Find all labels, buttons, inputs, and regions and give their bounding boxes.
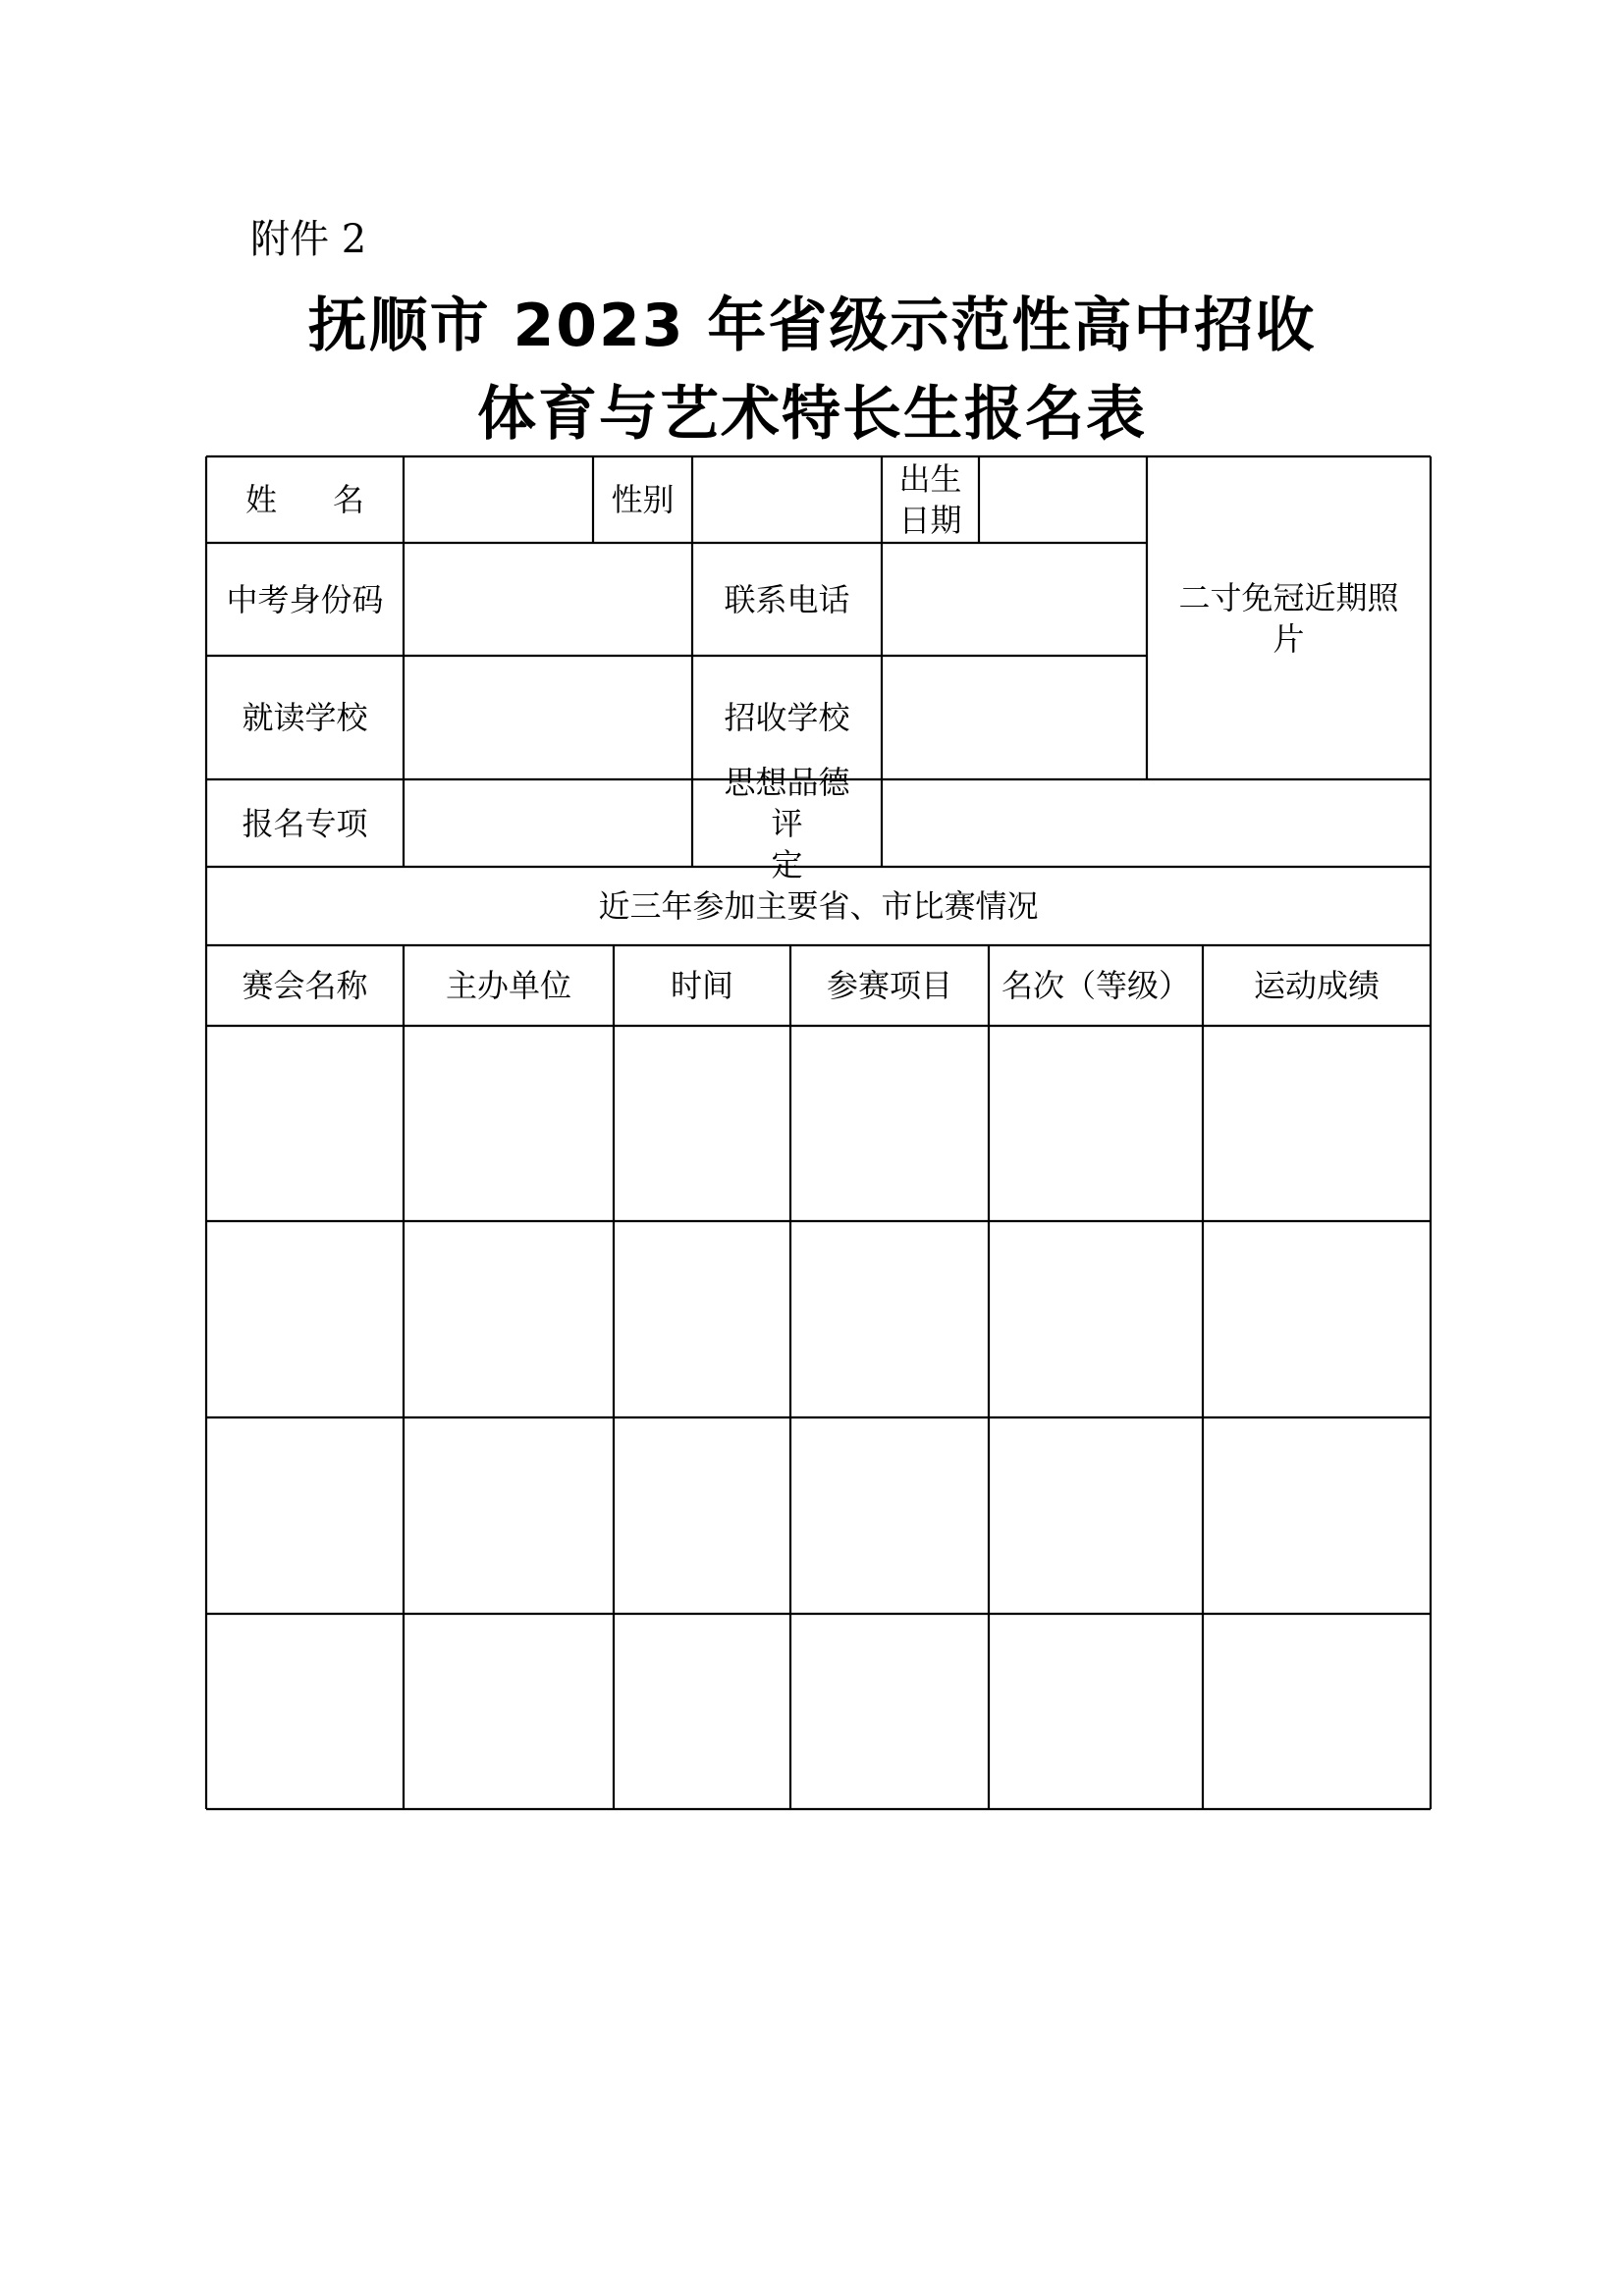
table-cell[interactable] (790, 1026, 989, 1221)
birth-date-field[interactable] (979, 456, 1147, 543)
specialty-label: 报名专项 (242, 804, 368, 842)
phone-field[interactable] (882, 543, 1147, 656)
table-cell[interactable] (206, 1417, 404, 1614)
header-organizer: 主办单位 (445, 967, 571, 1004)
header-ranking: 名次（等级） (1001, 967, 1190, 1004)
table-cell[interactable] (790, 1417, 989, 1614)
attachment-label: 附件 2 (250, 217, 367, 262)
moral-evaluation-field[interactable] (882, 779, 1431, 867)
moral-evaluation-label: 思想品德 评 定 (724, 763, 850, 883)
competitions-section-title: 近三年参加主要省、市比赛情况 (598, 887, 1039, 925)
table-cell[interactable] (1203, 1221, 1431, 1417)
table-cell[interactable] (989, 1417, 1203, 1614)
table-cell[interactable] (1203, 1417, 1431, 1614)
header-event-item: 参赛项目 (826, 967, 952, 1004)
table-cell[interactable] (206, 1026, 404, 1221)
admitting-school-field[interactable] (882, 656, 1147, 779)
table-cell[interactable] (614, 1221, 790, 1417)
table-cell[interactable] (989, 1221, 1203, 1417)
table-cell[interactable] (404, 1221, 614, 1417)
table-cell[interactable] (404, 1417, 614, 1614)
gender-field[interactable] (692, 456, 882, 543)
table-cell[interactable] (790, 1614, 989, 1809)
form-title-line2: 体育与艺术特长生报名表 (477, 380, 1147, 449)
table-cell[interactable] (206, 1614, 404, 1809)
header-event-name: 赛会名称 (242, 967, 368, 1004)
table-cell[interactable] (1203, 1026, 1431, 1221)
table-cell[interactable] (614, 1417, 790, 1614)
current-school-label: 就读学校 (242, 699, 368, 736)
table-cell[interactable] (1203, 1614, 1431, 1809)
gender-label: 性别 (611, 481, 675, 518)
table-cell[interactable] (614, 1026, 790, 1221)
header-result: 运动成绩 (1253, 967, 1380, 1004)
current-school-field[interactable] (404, 656, 692, 779)
table-cell[interactable] (404, 1026, 614, 1221)
table-cell[interactable] (790, 1221, 989, 1417)
photo-placeholder: 二寸免冠近期照 片 (1178, 578, 1399, 658)
header-time: 时间 (670, 967, 733, 1004)
birth-date-label: 出生 日期 (898, 460, 962, 539)
table-cell[interactable] (404, 1614, 614, 1809)
exam-id-field[interactable] (404, 543, 692, 656)
admitting-school-label: 招收学校 (724, 699, 850, 736)
exam-id-label: 中考身份码 (226, 580, 384, 618)
specialty-field[interactable] (404, 779, 692, 867)
form-title-line1: 抚顺市 2023 年省级示范性高中招收 (307, 292, 1317, 360)
phone-label: 联系电话 (724, 580, 850, 618)
name-field[interactable] (404, 456, 593, 543)
table-cell[interactable] (614, 1614, 790, 1809)
name-label: 姓 名 (245, 481, 364, 518)
table-cell[interactable] (206, 1221, 404, 1417)
table-cell[interactable] (989, 1026, 1203, 1221)
table-cell[interactable] (989, 1614, 1203, 1809)
